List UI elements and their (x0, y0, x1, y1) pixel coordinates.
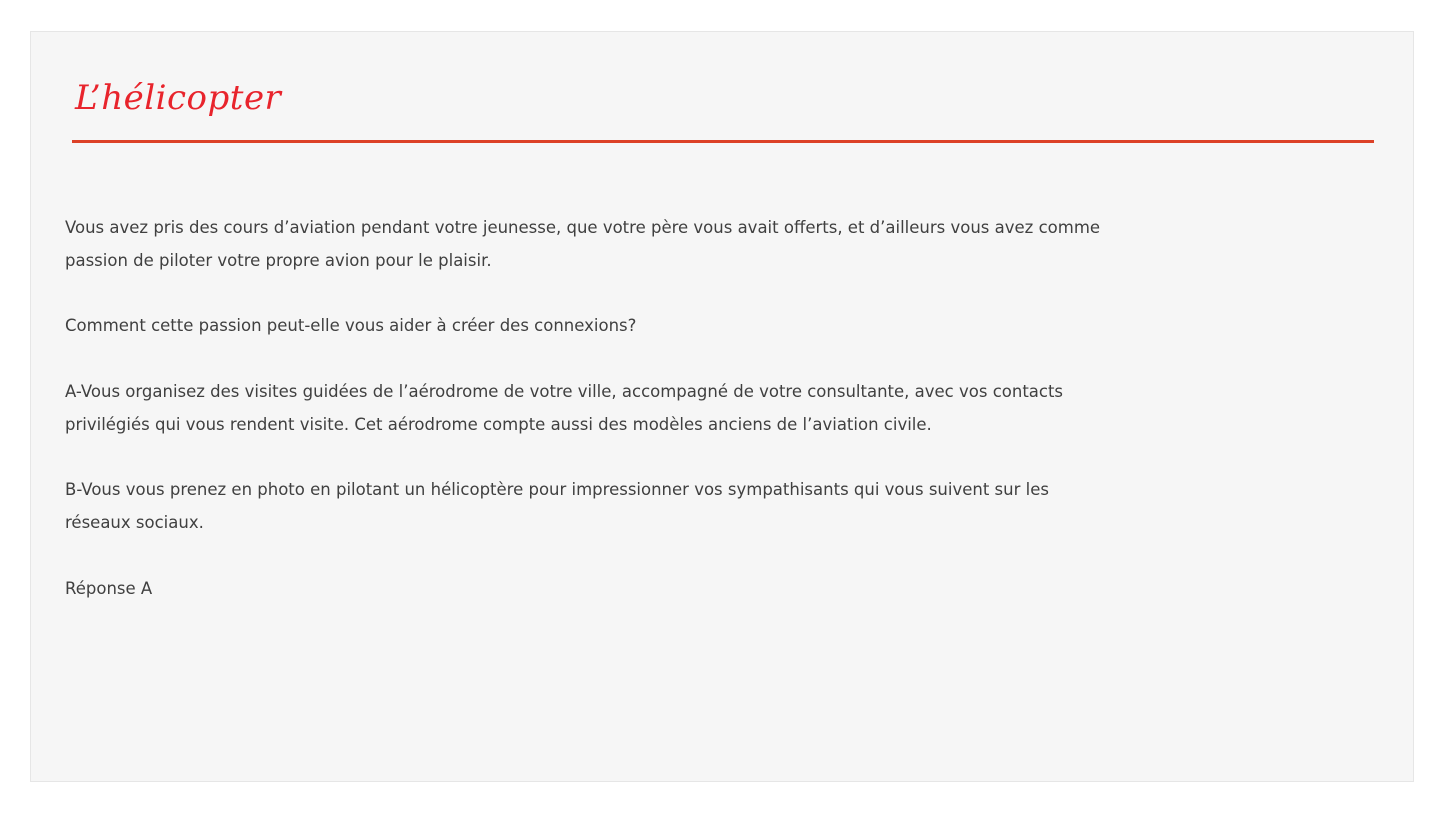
slide (30, 31, 1414, 782)
slide-body (65, 212, 1115, 638)
title-underline (72, 140, 1374, 143)
intro-paragraph: Vous avez pris des cours d’aviation pendant votre jeunesse, que votre père vous avait offerts, et d’ailleurs vous avez comme passion de piloter votre propre avion pour le plaisir. (65, 218, 1101, 270)
slide-title: L’hélicopter (75, 78, 282, 118)
option-a-paragraph: A-Vous organisez des visites guidées de l’aérodrome de votre ville, accompagné de votre consultante, avec vos contacts privilégiés qui vous rendent visite. Cet aérodrome compte aussi des modèles anciens de l’aviation civile. (65, 381, 1064, 434)
question-paragraph: Comment cette passion peut-elle vous aider à créer des connexions? (65, 316, 637, 336)
answer-paragraph: Réponse A (65, 578, 153, 598)
option-b-paragraph: B-Vous vous prenez en photo en pilotant un hélicoptère pour impressionner vos sympathisants qui vous suivent sur les réseaux sociaux. (65, 480, 1049, 533)
